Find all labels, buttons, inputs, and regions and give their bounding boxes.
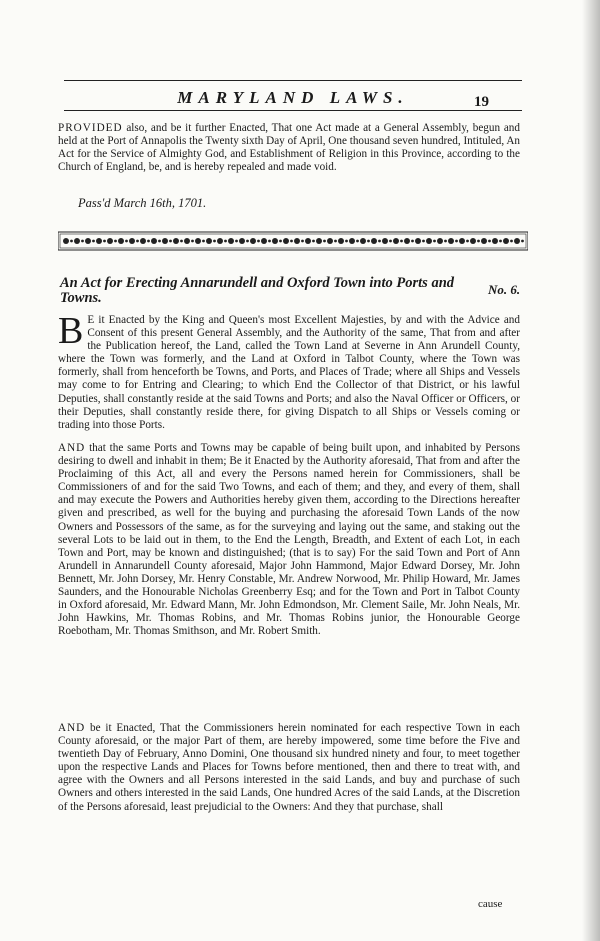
ornament-dot-small — [169, 240, 172, 243]
ornament-dot-small — [268, 240, 271, 243]
ornament-dot-small — [257, 240, 260, 243]
ornament-dot-small — [323, 240, 326, 243]
body-paragraph-3 — [58, 722, 520, 814]
ornament-dot-small — [312, 240, 315, 243]
ornament-dot-small — [136, 240, 139, 243]
proviso-text: also, and be it further Enacted, That one Act made at a General Assembly, begun and held at the Port of Annapolis the Twenty sixth Day of April, One thousand seven hundred, Intituled, An Act for the Service of Almighty God, and Establishment of Religion in this Province, according to the Church of England, be, and is hereby repealed and made void. — [58, 122, 520, 174]
ornament-dot-small — [499, 240, 502, 243]
ornament-dot — [184, 238, 190, 244]
ornament-dot — [85, 238, 91, 244]
ornament-dot — [206, 238, 212, 244]
page-edge-shadow — [582, 0, 600, 941]
ornament-dot-small — [466, 240, 469, 243]
ornament-dot — [294, 238, 300, 244]
passed-date: Pass'd March 16th, 1701. — [78, 196, 207, 210]
ornament-dot-small — [411, 240, 414, 243]
page-number: 19 — [474, 94, 489, 110]
ornament-dot-small — [334, 240, 337, 243]
ornament-dot — [195, 238, 201, 244]
ornament-dot-small — [301, 240, 304, 243]
ornament-dot-small — [114, 240, 117, 243]
ornament-dot-small — [235, 240, 238, 243]
ornament-dot — [327, 238, 333, 244]
body-paragraph-1 — [58, 310, 520, 432]
ornament-dot-small — [422, 240, 425, 243]
ornament-dot-small — [224, 240, 227, 243]
ornament-dot-small — [213, 240, 216, 243]
ornament-dot — [272, 238, 278, 244]
ornament-dot-small — [279, 240, 282, 243]
ornament-dot-small — [191, 240, 194, 243]
ornament-dot — [382, 238, 388, 244]
ornament-dot — [107, 238, 113, 244]
ornament-dot-small — [158, 240, 161, 243]
paragraph-lead: AND — [58, 722, 86, 734]
ornament-dot — [217, 238, 223, 244]
ornament-dot — [151, 238, 157, 244]
ornament-dot — [448, 238, 454, 244]
ornament-dot — [426, 238, 432, 244]
ornament-band — [58, 230, 528, 252]
proviso-paragraph — [58, 122, 520, 174]
ornament-dot — [316, 238, 322, 244]
ornament-dot — [283, 238, 289, 244]
drop-cap: B — [58, 310, 84, 352]
ornament-dot-small — [510, 240, 513, 243]
ornament-dot — [404, 238, 410, 244]
proviso-lead: PROVIDED — [58, 122, 123, 134]
ornament-dot — [74, 238, 80, 244]
header-rule-bottom — [64, 110, 522, 111]
ornament-dot-small — [81, 240, 84, 243]
ornament-dot — [393, 238, 399, 244]
ornament-dot — [415, 238, 421, 244]
paragraph-text: that the same Ports and Towns may be capable of being built upon, and inhabited by Persons desiring to dwell and inhabit in them; Be it Enacted by the Authority aforesaid, That from and after the Proclaiming of this Act, all and every the Persons named herein for Commissioners, shall be Commissioners of and for the said Two Towns, and each of them; and they, and every of them, shall and may execute the Powers and Authorities hereby given them, according to the Directions hereafter given and prescribed, as well for the buying and purchasing the aforesaid Town Lands of the now Owners and Possessors of the same, as for the surveying and laying out the same, and staking out the several Lots to be laid out in them, to the End the Length, Breadth, and Extent of each Lot, in each Town and Port, may be known and distinguished; (that is to say) For the said Town and Port of Ann Arundell in Annarundell County aforesaid, Major John Hammond, Major Edward Dorsey, Mr. John Bennett, Mr. John Dorsey, Mr. Henry Constable, Mr. Andrew Norwood, Mr. Philip Howard, Mr. James Saunders, and the Honourable Nicholas Greenberry Esq; and for the Town and Port in Talbot County in Oxford aforesaid, Mr. Edward Mann, Mr. John Edmondson, Mr. Clement Saile, Mr. John Neals, Mr. John Hawkins, Mr. Thomas Robins, and Mr. Thomas Robins junior, the Honourable George Roebotham, Mr. Thomas Smithson, and Mr. Robert Smith. — [58, 442, 520, 638]
ornament-dot — [514, 238, 520, 244]
ornament-dot — [96, 238, 102, 244]
ornament-dot-small — [455, 240, 458, 243]
ornament-dot-small — [367, 240, 370, 243]
ornament-dot — [162, 238, 168, 244]
running-head: MARYLAND LAWS. — [177, 88, 409, 107]
ornament-dot — [305, 238, 311, 244]
ornament-dot — [118, 238, 124, 244]
ornament-dot — [239, 238, 245, 244]
paragraph-lead: AND — [58, 442, 86, 454]
ornament-dot — [481, 238, 487, 244]
ornament-dot-small — [488, 240, 491, 243]
ornament-dot-small — [521, 240, 524, 243]
ornament-dot — [503, 238, 509, 244]
paragraph-text: E it Enacted by the King and Queen's most Excellent Majesties, by and with the Advice and Consent of this present General Assembly, and the Authority of the same, That from and after the Publication hereof, the Land, called the Town Land at Severne in Ann Arundell County, where the Town was formerly, and the Land at Oxford in Talbot County, where the Town was formerly, shall from henceforth be Towns, and Ports, and Places of Trade; where all Ships and Vessels may come to for Entring and Clearing; to which End the Collector of that District, or his lawful Deputies, shall constantly reside at the said Towns and Ports; and also the Naval Officer or Officers, or their Deputies, shall constantly reside there, for giving Dispatch to all Ships or Vessels coming or trading into those Ports. — [58, 314, 520, 431]
ornament-dot-small — [433, 240, 436, 243]
act-title: An Act for Erecting Annarundell and Oxford Town into Ports and Towns. — [60, 275, 455, 306]
ornament-dot-small — [345, 240, 348, 243]
ornament-dot-small — [92, 240, 95, 243]
ornament-dot-small — [444, 240, 447, 243]
body-paragraph-2 — [58, 442, 520, 638]
ornament-dot — [470, 238, 476, 244]
ornament-dot-small — [202, 240, 205, 243]
ornament-dot-small — [147, 240, 150, 243]
header-rule-top — [64, 80, 522, 81]
ornament-dot — [492, 238, 498, 244]
ornament-dot-small — [70, 240, 73, 243]
ornament-dot-small — [125, 240, 128, 243]
ornament-dot — [437, 238, 443, 244]
ornament-dot-small — [356, 240, 359, 243]
paragraph-text: be it Enacted, That the Commissioners herein nominated for each respective Town in each County aforesaid, or the major Part of them, are hereby impowered, some time before the Five and twentieth Day of February, Anno Domini, One thousand six hundred ninety and four, to meet together upon the respective Lands and Places for Towns before mentioned, then and there to treat with, and agree with the Owners and all Persons interested in the said Lands, and buy and purchase of such Owners and others interested in the said Lands, One hundred Acres of the said Lands, at the Discretion of the Persons aforesaid, least prejudicial to the Owners: And they that purchase, shall — [58, 722, 520, 813]
ornament-dot-small — [246, 240, 249, 243]
ornament-dot-small — [180, 240, 183, 243]
ornament-dot — [371, 238, 377, 244]
catchword: cause — [478, 898, 503, 910]
ornament-dot-small — [290, 240, 293, 243]
ornament-dot — [360, 238, 366, 244]
ornament-dot-small — [400, 240, 403, 243]
ornament-dot — [173, 238, 179, 244]
ornament-dot — [63, 238, 69, 244]
ornament-dot-small — [378, 240, 381, 243]
ornament-dot — [129, 238, 135, 244]
ornament-dot — [228, 238, 234, 244]
ornament-dot-small — [103, 240, 106, 243]
act-number: No. 6. — [488, 282, 521, 297]
ornament-dot — [261, 238, 267, 244]
ornament-dot-small — [389, 240, 392, 243]
ornament-dot — [250, 238, 256, 244]
ornament-dot-small — [477, 240, 480, 243]
ornament-dot — [140, 238, 146, 244]
ornament-dot — [349, 238, 355, 244]
ornament-dot — [459, 238, 465, 244]
ornament-dot — [338, 238, 344, 244]
